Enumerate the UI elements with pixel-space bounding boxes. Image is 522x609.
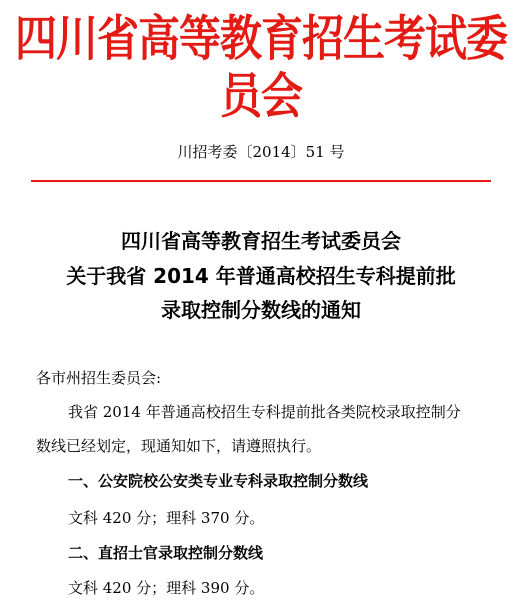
title-line-1: 四川省高等教育招生考试委员会 [121,229,401,253]
section-1-scores: 文科 420 分；理科 370 分。 [68,509,265,527]
document-number: 川招考委〔2014〕51 号 [177,143,345,161]
title-line-3: 录取控制分数线的通知 [161,298,361,322]
paragraph-line-2: 数线已经划定，现通知如下，请遵照执行。 [36,437,322,455]
red-divider [31,180,491,182]
paragraph-line-1: 我省 2014 年普通高校招生专科提前批各类院校录取控制分 [68,403,461,421]
organization-masthead: 四川省高等教育招生考试委员会 [14,10,507,124]
title-line-2: 关于我省 2014 年普通高校招生专科提前批 [66,264,456,288]
section-1-heading: 一、公安院校公安类专业专科录取控制分数线 [68,472,369,490]
section-2-heading: 二、直招士官录取控制分数线 [68,544,264,562]
salutation: 各市州招生委员会: [36,369,162,387]
section-2-scores: 文科 420 分；理科 390 分。 [68,579,265,597]
